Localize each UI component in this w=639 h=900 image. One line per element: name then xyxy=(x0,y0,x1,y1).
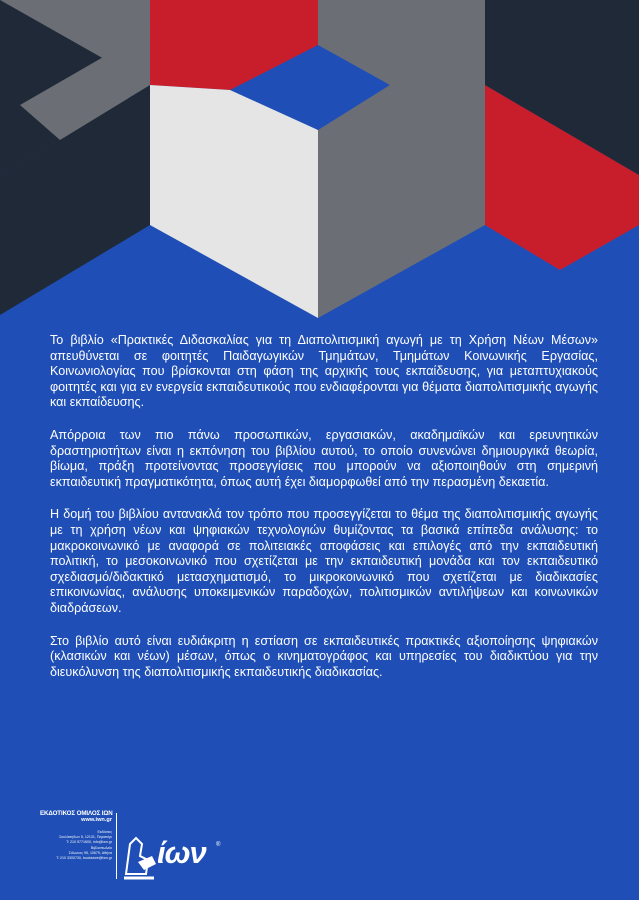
divider xyxy=(116,813,117,879)
paragraph: Απόρροια των πιο πάνω προσωπικών, εργασιακών, ακαδημαϊκών και ερευνητικών δραστηριοτήτων είναι η εκπόνηση του βιβλίου αυτού, το οποίο συνενώνει δημιουργικά θεωρία, βίωμα, πράξη προτείνοντας προσεγγίσεις που μπορούν να αξιοποιηθούν στη σημερινή εκπαιδευτική πραγματικότητα, όπως αυτή έχει διαμορφωθεί από την περασμένη δεκαετία. xyxy=(50,427,598,489)
registered-mark: ® xyxy=(216,842,221,848)
paragraph: Στο βιβλίο αυτό είναι ευδιάκριτη η εστίαση σε εκπαιδευτικές πρακτικές αξιοποίησης ψηφιακών (κλασικών και νέων) μέσων, όπως ο κινηματογράφος και υπηρεσίες του διαδικτύου για την διευκόλυνση της διαπολιτισμικής εκπαιδευτικής διαδικασίας. xyxy=(50,633,598,679)
address-line: Σκυλίτσηδων 5, 12131, Περιστέρι xyxy=(59,835,112,840)
publisher-info xyxy=(40,810,112,861)
art-white-face xyxy=(150,85,318,318)
publisher-name: ΕΚΔΟΤΙΚΟΣ ΟΜΙΛΟΣ ΙΩΝ xyxy=(40,810,113,817)
address-line: T: 210 5771600, info@iwn.gr xyxy=(66,840,112,845)
paragraph: Το βιβλίο «Πρακτικές Διδασκαλίας για τη Διαπολιτισμική αγωγή με τη Χρήση Νέων Μέσων» απευθύνεται σε φοιτητές Παιδαγωγικών Τμημάτων, Τμημάτων Κοινωνικής Εργασίας, Κοινωνιολογίας που βρίσκονται στη φάση της αρχικής τους εκπαίδευσης, για μεταπτυχιακούς φοιτητές και για εν ενεργεία εκπαιδευτικούς που ενδιαφέρονται για θέματα διαπολιτισμικής αγωγής και εκπαίδευσης. xyxy=(50,333,598,410)
address-line: Εκδόσεις xyxy=(97,830,112,834)
publisher-logo-text: ίων xyxy=(157,835,206,870)
description-text xyxy=(50,333,598,697)
address-line: Βιβλιοπωλείο xyxy=(90,845,112,850)
paragraph: Η δομή του βιβλίου αντανακλά τον τρόπο που προσεγγίζεται το θέμα της διαπολιτισμικής αγωγής με τη χρήση νέων και ψηφιακών τεχνολογιών θυμίζοντας τα βασικά επίπεδα ανάλυσης: το μακροκοινωνικό με αναφορά σε πολιτειακές αποφάσεις και επιλογές από την εκπαιδευτική πολιτική, το μεσοκοινωνικό που σχετίζεται με την εκπαιδευτική μονάδα και τον εκπαιδευτικό σχεδιασμό/διδακτικό μετασχηματισμό, το μικροκοινωνικό που σχετίζεται με διαδικασίες επικοινωνίας, ανάλυσης υποκειμενικών παραδοχών, πολιτισμικών αντιλήψεων και κοινωνικών διαδράσεων. xyxy=(50,507,598,615)
address-line: Σόλωνος 95, 10679, Αθήνα xyxy=(68,850,112,855)
address-line: T: 210 3300730, bookstore@iwn.gr xyxy=(56,856,112,861)
geometric-cube-artwork xyxy=(0,0,639,320)
publisher-url[interactable]: www.iwn.gr xyxy=(81,817,112,823)
